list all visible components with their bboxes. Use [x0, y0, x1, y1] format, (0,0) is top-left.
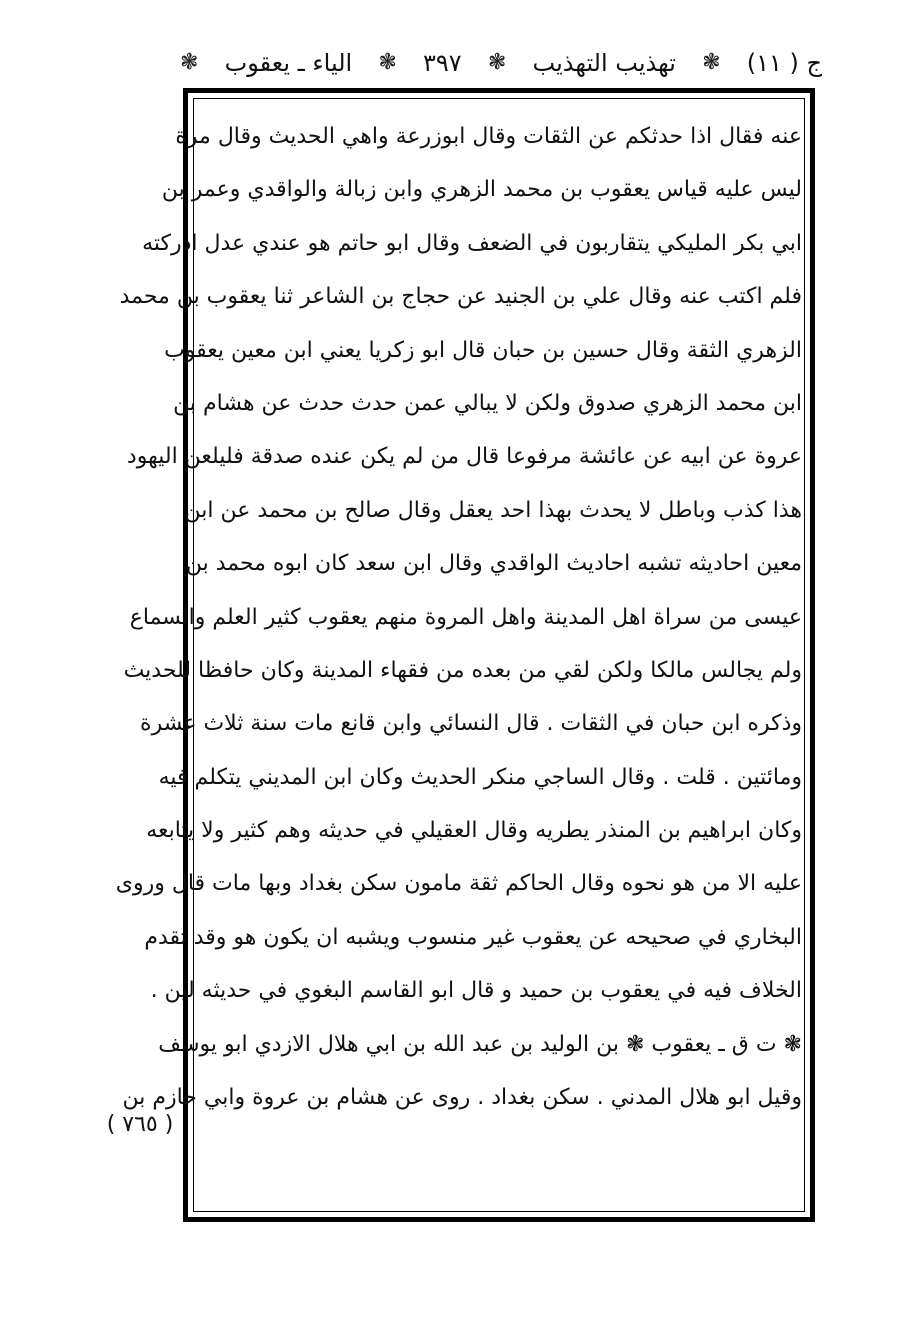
ornament-icon: ❃: [378, 50, 397, 75]
ornament-icon: ❃: [180, 50, 199, 75]
text-line: ابي بكر المليكي يتقاربون في الضعف وقال ابو حاتم هو عندي عدل ادركته: [142, 230, 802, 256]
ornament-icon: ❃: [702, 50, 721, 75]
text-line: فلم اكتب عنه وقال علي بن الجنيد عن حجاج بن الشاعر ثنا يعقوب بن محمد: [119, 284, 802, 310]
text-line: وقيل ابو هلال المدني . سكن بغداد . روى عن هشام بن عروة وابي حازم بن: [122, 1085, 802, 1111]
text-line: هذا كذب وباطل لا يحدث بهذا احد يعقل وقال صالح بن محمد عن ابن: [184, 497, 802, 523]
text-line: ليس عليه قياس يعقوب بن محمد الزهري وابن زبالة والواقدي وعمر بن: [161, 177, 802, 203]
text-line: عيسى من سراة اهل المدينة واهل المروة منهم يعقوب كثير العلم والسماع: [129, 604, 802, 630]
text-line: ابن محمد الزهري صدوق ولكن لا يبالي عمن حدث حدث عن هشام بن: [173, 390, 802, 416]
text-line: وذكره ابن حبان في الثقات . قال النسائي وابن قانع مات سنة ثلاث عشرة: [140, 711, 802, 737]
page-number: ٣٩٧: [423, 49, 462, 77]
text-line: عليه الا من هو نحوه وقال الحاكم ثقة مامون سكن بغداد وبها مات قال وروى: [115, 871, 802, 897]
text-line: معين احاديثه تشبه احاديث الواقدي وقال ابن سعد كان ابوه محمد بن: [185, 551, 802, 577]
text-line: ولم يجالس مالكا ولكن لقي من بعده من فقهاء المدينة وكان حافظا للحديث: [123, 657, 802, 683]
text-line: البخاري في صحيحه عن يعقوب غير منسوب ويشبه ان يكون هو وقد تقدم: [144, 924, 802, 950]
text-line: عروة عن ابيه عن عائشة مرفوعا قال من لم يكن عنده صدقة فليلعن اليهود: [126, 444, 802, 470]
ornament-icon: ❃: [487, 50, 507, 75]
section-label: الياء ـ يعقوب: [224, 49, 353, 77]
text-line: ❃ ت ق ـ يعقوب ❃ بن الوليد بن عبد الله بن ابي هلال الازدي ابو يوسف: [158, 1031, 802, 1057]
text-line: الزهري الثقة وقال حسين بن حبان قال ابو زكريا يعني ابن معين يعقوب: [164, 337, 802, 363]
body-text: [115, 110, 802, 1124]
text-line: الخلاف فيه في يعقوب بن حميد و قال ابو القاسم البغوي في حديثه لين .: [150, 978, 802, 1004]
volume-label: ج ( ١١): [746, 49, 822, 77]
text-line: عنه فقال اذا حدثكم عن الثقات وقال ابوزرعة واهي الحديث وقال مرة: [175, 124, 802, 149]
entry-number: ( ٧٦٥ ): [106, 1112, 174, 1137]
page-header: [180, 36, 822, 90]
text-line: وكان ابراهيم بن المنذر يطريه وقال العقيلي في حديثه وهم كثير ولا يتابعه: [146, 818, 802, 844]
book-title: تهذيب التهذيب: [532, 49, 676, 77]
text-line: ومائتين . قلت . وقال الساجي منكر الحديث وكان ابن المديني يتكلم فيه: [158, 764, 802, 790]
